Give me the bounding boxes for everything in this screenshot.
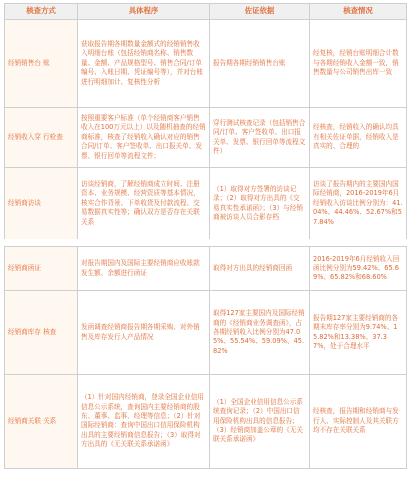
header-evidence: 佐证依据 [210,4,310,20]
cell-result: 经核查，经销收入的确认均具有相关佐证单据，经销收入是真实的、合理的 [310,108,407,168]
cell-evidence: 报告期各期经销销售台账 [210,20,310,108]
cell-evidence: 穿行测试核查记录（包括销售合同/订单、客户签收单、出口报关单、发票、银行回单等流程文件） [210,108,310,168]
cell-method: 经销商关联 关系 [5,374,78,468]
table-row [5,108,407,168]
cell-procedure: 访谈经销商，了解经销商成立时间、注册资本、业务规模、经营资质等基本情况，核实合作背景、下单收货及付款流程、交易数据真实性等；确认双方是否存在关联关系 [78,168,210,240]
header-result: 核查情况 [310,4,407,20]
cell-method: 经销销售台 账 [5,20,78,108]
cell-procedure: （1）针对国内经销商，登录全国企业信用信息公示系统，查询国内主要经销商的股东、董事、监事、经理等信息；（2）针对国际经销商：查询中国出口信用保险机构出具的主要经销商信息报告；（3）取得对方出具的《无关联关系承诺函》 [78,374,210,468]
cell-method: 经销商函证 [5,247,78,291]
header-procedure: 具体程序 [78,4,210,20]
header-method: 核查方式 [5,4,78,20]
section-gap [0,239,410,246]
cell-procedure: 发函调查经销商报告期各期采购、对外销售及库存发行人产品情况 [78,291,210,374]
cell-evidence: （1）全国企业信用信息公示系统查询记录；（2）中国出口信用保险机构出具的信息报告；（3）经销商加盖公章的《无关联关系承诺函》 [210,374,310,468]
cell-result: 访谈了报告期内的主要国内国际经销商，2016-2019年6月经销收入访谈比例分别为：41.04%、44.46%、52.67%和57.84% [310,168,407,240]
cell-method: 经销收入穿 行检查 [5,108,78,168]
cell-result: 报告期127家主要经销商的各期末库存率分别为9.74%、15.82%和13.38%、37.37%，处于合理水平 [310,291,407,374]
cell-evidence: 取得对方出具的经销商回函 [210,247,310,291]
table-row [5,247,407,291]
cell-evidence: 取得127家主要国内及国际经销商的《经销商业务调查函》，占各期经销收入比例分别为47.05%、55.54%、59.09%、45.82% [210,291,310,374]
verification-table-1 [4,3,407,240]
cell-result: 2016-2019年6月经销收入回函比例分别为59.42%、65.69%、65.82%和68.60% [310,247,407,291]
cell-procedure: 获取报告期各期数量金额式的经销销售收入明细台账（包括经销商名称、销售数量、金额、产品规格型号、销售合同/订单编号、入账日期、凭证编号等），并对台账进行明细加计、复核性分析 [78,20,210,108]
cell-procedure: 按照重要客户标准（单个经销商客户销售收入在100万元以上）以及随机抽查的经销商标准，核查了经销收入确认对应的销售合同/订单、客户签收单、出口报关单、发票、银行回单等流程文件； [78,108,210,168]
table-row [5,168,407,240]
verification-table-2 [4,246,407,469]
cell-method: 经销商库存 核查 [5,291,78,374]
cell-method: 经销商访谈 [5,168,78,240]
cell-procedure: 对报告期国内及国际主要经销商应收账款发生额、余额进行函证 [78,247,210,291]
table-row [5,374,407,468]
cell-result: 经核查，报告期和经销商与发行人、实际控制人及其关联方均不存在关联关系 [310,374,407,468]
table-row [5,291,407,374]
table-header-row [5,4,407,20]
cell-evidence: （1）取得对方签署的访谈记录；（2）取得对方出具的《交易真实性承诺函》；（3）与经销商被访谈人员合影存档 [210,168,310,240]
table-row [5,20,407,108]
cell-result: 经复核，经销台账明细合计数与各期经销收入金额一致，销售数量与公司销售出库一致 [310,20,407,108]
